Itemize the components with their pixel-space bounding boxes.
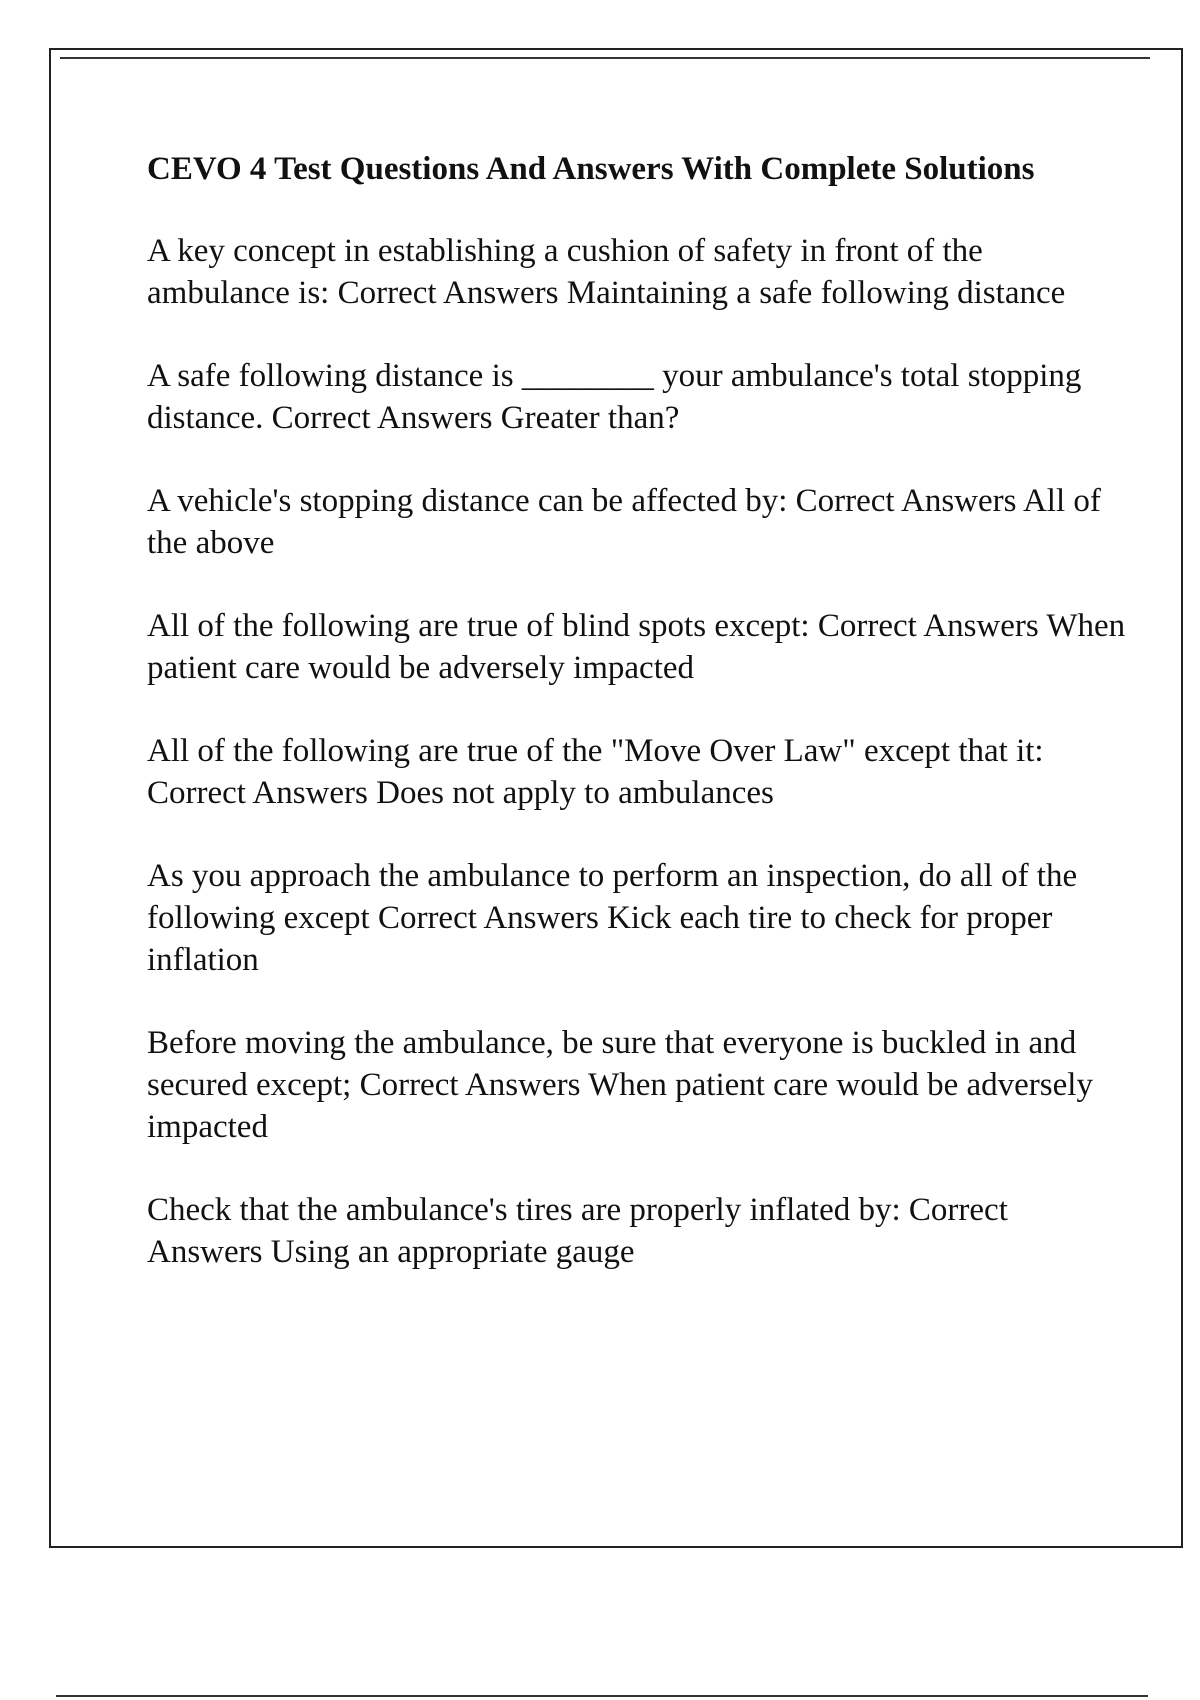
- question-text: A safe following distance is ________ your ambulance's total stopping distance.: [147, 358, 1090, 436]
- qa-item: [147, 730, 1127, 814]
- document-title: CEVO 4 Test Questions And Answers With Complete Solutions: [147, 151, 1035, 187]
- answer-text: Kick each tire to check for proper inflation: [147, 900, 1061, 978]
- answer-label: Correct Answers: [359, 1067, 581, 1103]
- qa-item: [147, 605, 1134, 689]
- top-rule: [60, 57, 1150, 59]
- answer-text: Maintaining a safe following distance: [566, 275, 1066, 311]
- question-text: All of the following are true of blind spots except:: [147, 608, 810, 644]
- answer-label: Correct Answers: [271, 400, 493, 436]
- qa-item: [147, 1189, 1127, 1273]
- question-text: Check that the ambulance's tires are properly inflated by:: [147, 1192, 901, 1228]
- answer-label: Correct Answers: [147, 1192, 1015, 1270]
- answer-text: Using an appropriate gauge: [270, 1234, 635, 1270]
- answer-text: All of the above: [147, 483, 1110, 561]
- question-text: Before moving the ambulance, be sure that everyone is buckled in and secured except;: [147, 1025, 1085, 1103]
- qa-item: [147, 480, 1127, 564]
- question-text: A vehicle's stopping distance can be affected by:: [147, 483, 788, 519]
- question-text: As you approach the ambulance to perform an inspection, do all of the following except: [147, 858, 1086, 936]
- answer-text: Greater than?: [500, 400, 680, 436]
- answer-label: Correct Answers: [337, 275, 559, 311]
- qa-item: [147, 355, 1127, 439]
- answer-text: When patient care would be adversely impacted: [147, 608, 1134, 686]
- qa-item: [147, 1022, 1127, 1148]
- answer-label: Correct Answers: [147, 775, 368, 811]
- qa-item: [147, 230, 1127, 314]
- answer-text: When patient care would be adversely impacted: [147, 1067, 1102, 1145]
- question-text: A key concept in establishing a cushion of safety in front of the ambulance is:: [147, 233, 992, 311]
- answer-label: Correct Answers: [817, 608, 1039, 644]
- document-body: [147, 148, 1134, 1314]
- page-frame: [49, 48, 1183, 1548]
- answer-text: Does not apply to ambulances: [376, 775, 774, 811]
- answer-label: Correct Answers: [795, 483, 1017, 519]
- question-text: All of the following are true of the "Move Over Law" except that it:: [147, 733, 1044, 769]
- bottom-rule: [56, 1695, 1148, 1697]
- qa-item: [147, 855, 1127, 981]
- answer-label: Correct Answers: [377, 900, 599, 936]
